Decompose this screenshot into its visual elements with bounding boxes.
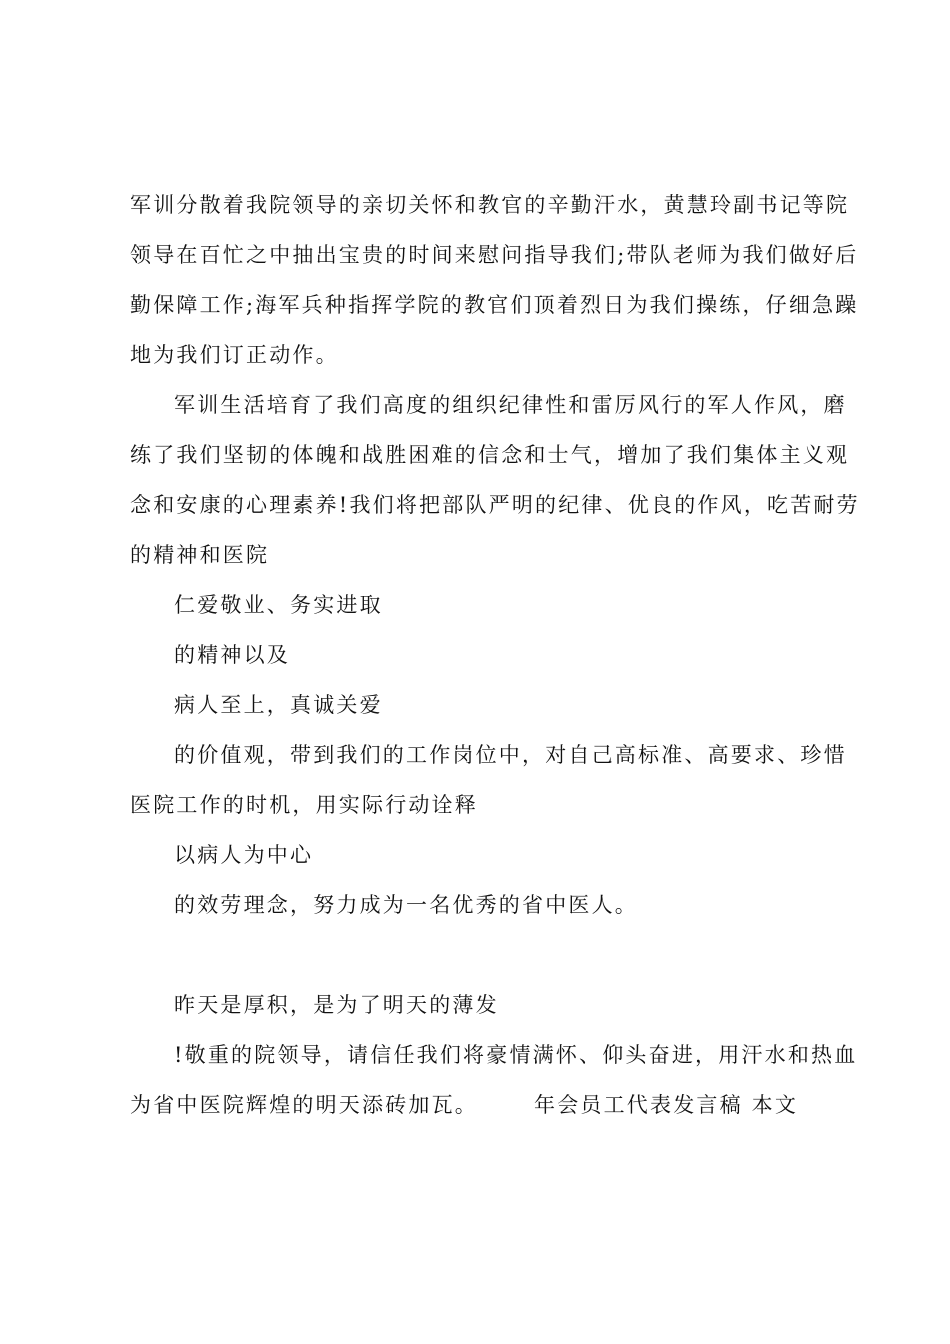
quote-2: 病人至上，真诚关爱 [174, 693, 383, 717]
paragraph-2-line-3: 念和安康的心理素养!我们将把部队严明的纪律、优良的作风，吃苦耐劳 [130, 493, 860, 517]
paragraph-2-line-4: 的精神和医院 [130, 543, 270, 567]
line-b: 的效劳理念，努力成为一名优秀的省中医人。 [174, 893, 638, 917]
paragraph-2-line-1: 军训生活培育了我们高度的组织纪律性和雷厉风行的军人作风，磨 [174, 393, 847, 417]
line-a: 的精神以及 [174, 643, 290, 667]
quote-4: 昨天是厚积，是为了明天的薄发 [174, 993, 499, 1017]
last-line-main: 为省中医院辉煌的明天添砖加瓦。 [130, 1093, 478, 1117]
last-line-tail: 年会员工代表发言稿 本文 [534, 1093, 799, 1117]
paragraph-4-line-1: !敬重的院领导，请信任我们将豪情满怀、仰头奋进，用汗水和热血 [174, 1043, 858, 1067]
paragraph-1-line-3: 勤保障工作;海军兵种指挥学院的教官们顶着烈日为我们操练，仔细急躁 [130, 293, 859, 317]
quote-1: 仁爱敬业、务实进取 [174, 593, 383, 617]
paragraph-1-line-2: 领导在百忙之中抽出宝贵的时间来慰问指导我们;带队老师为我们做好后 [130, 243, 859, 267]
paragraph-3-line-1: 的价值观，带到我们的工作岗位中，对自己高标准、高要求、珍惜 [174, 743, 847, 767]
paragraph-3-line-2: 医院工作的时机，用实际行动诠释 [130, 793, 478, 817]
paragraph-4-line-2 [130, 1090, 830, 1120]
paragraph-1-line-4: 地为我们订正动作。 [130, 343, 339, 367]
paragraph-2-line-2: 练了我们坚韧的体魄和战胜困难的信念和士气，增加了我们集体主义观 [130, 443, 850, 467]
paragraph-1-line-1: 军训分散着我院领导的亲切关怀和教官的辛勤汗水，黄慧玲副书记等院 [130, 193, 850, 217]
quote-3: 以病人为中心 [174, 843, 314, 867]
